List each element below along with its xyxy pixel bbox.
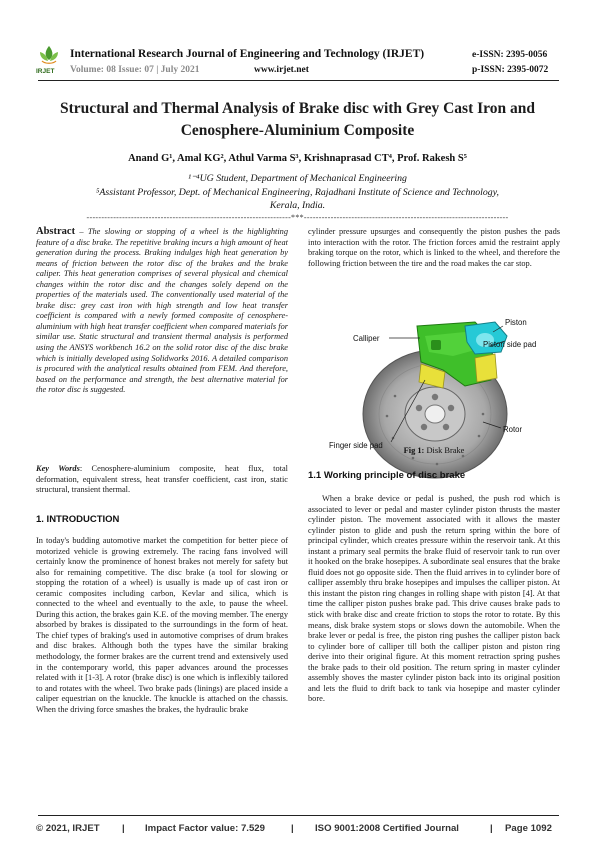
label-calliper: Calliper <box>353 334 380 343</box>
label-rotor: Rotor <box>503 425 523 434</box>
abstract-block <box>36 227 288 396</box>
section-1-1-text <box>308 494 560 705</box>
journal-name: International Research Journal of Engineering and Technology (IRJET) <box>70 48 425 60</box>
author-list: Anand G¹, Amal KG², Athul Varma S³, Krishnaprasad CT⁴, Prof. Rakesh S⁵ <box>128 153 467 164</box>
keywords-label: Key Words <box>36 464 80 473</box>
footer-iso: ISO 9001:2008 Certified Journal <box>315 823 459 834</box>
header-rule <box>38 80 559 81</box>
logo-text: IRJET <box>36 68 55 75</box>
separator-line: ---------------------------------------------------------------------***--------------------------------------------------------------------- <box>86 213 509 222</box>
keywords-colon: : <box>79 464 92 473</box>
affiliation-2: ⁵Assistant Professor, Dept. of Mechanical Engineering, Rajadhani Institute of Science and Technology, <box>96 187 499 198</box>
right-top-text <box>308 227 560 269</box>
volume-issue: Volume: 08 Issue: 07 | July 2021 <box>70 65 200 75</box>
piston <box>465 322 507 354</box>
right-top-paragraph: cylinder pressure upsurges and consequently the piston pushes the pads into interaction with the rotor. The friction forces amid the restraint apply braking torque on the rotor, which is linked to the wheel, and therefore the following friction between the tire and the road makes the car stop. <box>308 227 560 268</box>
footer-page-number: Page 1092 <box>505 823 552 834</box>
paper-title-line-2: Cenosphere-Aluminium Composite <box>180 122 415 139</box>
journal-website[interactable]: www.irjet.net <box>254 65 309 75</box>
e-issn: e-ISSN: 2395-0056 <box>472 50 548 60</box>
abstract-dash: – <box>75 227 88 236</box>
label-piston: Piston <box>505 318 527 327</box>
label-finger-side-pad: Finger side pad <box>329 441 383 450</box>
footer-sep-2: | <box>291 823 294 834</box>
footer-impact-factor: Impact Factor value: 7.529 <box>145 823 265 834</box>
figure-caption <box>308 446 560 455</box>
affiliation-1: ¹⁻⁴UG Student, Department of Mechanical Engineering <box>188 173 407 184</box>
footer-sep-3: | <box>490 823 493 834</box>
paper-title-line-1: Structural and Thermal Analysis of Brake disc with Grey Cast Iron and <box>60 100 535 117</box>
section-1-1-paragraph: When a brake device or pedal is pushed, the push rod which is associated to lever or pedal and master cylinder piston thrusts the master cylinder piston. The movement associated with it allows the master cylinder piston to glide and push the return spring within the bore of principal cylinder, which creates pressure within the reservoir tank. At this instant a primary seal permits the brake fluid of reservoir tank to run over it hooked on the brake hosepipes. A subordinate seal ensures that the brake fluid does not go opposite side. Then the fluid arrives in to cylinder bore of calliper assembly thru brake hosepipes and impulses the calliper piston. At this instant the piston ring changes in rolling shape with piston [4]. At that time the calliper piston pushes brake pad. This drive causes brake pads to stick with brake disc and create friction to stops the rotor to rotate. By this means, disk brake system stops or slows down the automobile. When the brake lever or pedal is free, the piston ring pushes the calliper piston back to cylinder bore of calliper till both the calliper piston and piston ring derive into their original figure. At this moment retraction spring pushes the brake pads to their old position. The return spring in master cylinder assembly shoves the master cylinder piston back into its original position and lets the fluid to drift back to tank via hosepipe and master cylinder bore. <box>308 494 560 704</box>
introduction-paragraph: In today's budding automotive market the competition for better piece of motorized vehicle is growing extremely. The racing fans involved will certainly know the prominence of honest brakes not merely for safety but also for remaining competitive. The disc brake (a tool for slowing or stopping the rotation of a wheel) is usually is made up of cast iron or ceramic composites including carbon, Kevlar and silica, which is connected to the wheel and eventually to the axle, to pause the wheel. During this action, the brakes gain K.E. of the moving member. The energy absorbed by brakes is dissipated to the surroundings in the form of heat. The chief types of braking's used in automotive comprises of drum brakes and disc brakes. Although both the types have the similar braking methodology, the former brakes are the current trend and extensively used in the contemporary world, this paper advances around the processes related with it [1-3]. A rotor (brake disc) is one which is inflexibly tailored to and rotates with the wheel. Two brake pads (linings) are placed inside a caliper equestrian on the knuckle. The knuckle is attached on the chassis. When the driving force smashes the brakes, the hydraulic brake <box>36 536 288 714</box>
section-1-1-heading: 1.1 Working principle of disc brake <box>308 470 466 481</box>
figure-caption-label: Fig 1: <box>403 446 425 455</box>
footer-rule <box>38 815 559 816</box>
abstract-label: Abstract <box>36 226 76 237</box>
introduction-heading: 1. INTRODUCTION <box>36 514 120 525</box>
introduction-text <box>36 536 288 715</box>
keywords-block <box>36 464 288 496</box>
p-issn: p-ISSN: 2395-0072 <box>472 65 549 75</box>
figure-caption-text: Disk Brake <box>424 446 465 455</box>
abstract-text: The slowing or stopping of a wheel is the highlighting feature of a disc brake. The repetitive braking incurs a high amount of heat generation during the process. Braking indulges high heat generation by means of friction between the rotor disc of the brakes and the brake caliper. This heat generation comprises of several physical and chemical changes within the rotor disc and the changes solely depend on the properties of the materials used. The conventionally used material of the brake disc: grey cast iron with high strength and low heat transfer coefficient is compared with a newly formed composite of cenosphere-aluminium with high heat transfer coefficient when compared materials for similar use. Static structural and transient thermal analysis is performed using the ANSYS workbench 16.2 on the solid rotor disc of the disc brake which is initially developed using Solidworks 2016. A detailed comparison is procured with the analytical results obtained from FEM. And therefore, based on the performance and strength, the best alternative material for the rotor disc is suggested. <box>36 227 288 395</box>
label-piston-side-pad: Piston side pad <box>483 340 537 349</box>
affiliation-3: Kerala, India. <box>269 200 326 211</box>
footer-sep-1: | <box>122 823 125 834</box>
keywords-text: Cenosphere-aluminium composite, heat flux, total deformation, equivalent stress, heat transfer coefficient, cast iron, static structural, transient thermal. <box>36 464 289 495</box>
piston-side-pad <box>475 354 497 382</box>
footer-copyright: © 2021, IRJET <box>36 823 100 834</box>
